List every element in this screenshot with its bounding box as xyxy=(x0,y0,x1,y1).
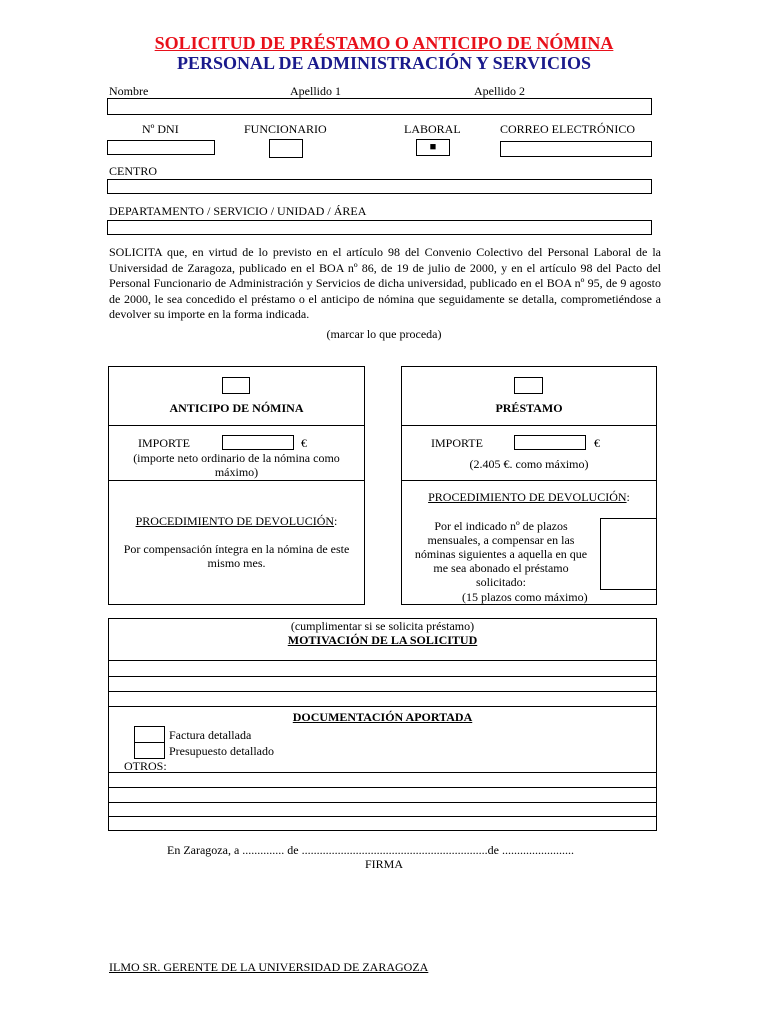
motivacion-line-1[interactable] xyxy=(108,660,657,661)
anticipo-importe-field[interactable] xyxy=(222,435,294,450)
prestamo-proc-line-3: nóminas siguientes a aquella en que xyxy=(414,547,588,561)
anticipo-importe-label: IMPORTE xyxy=(138,436,190,450)
anticipo-currency: € xyxy=(301,436,307,450)
prestamo-note: (2.405 €. como máximo) xyxy=(469,457,589,471)
presupuesto-checkbox[interactable] xyxy=(134,742,165,759)
prestamo-proc-line-2: mensuales, a compensar en las xyxy=(427,533,575,547)
anticipo-note-2: máximo) xyxy=(214,465,259,479)
prestamo-divider-1 xyxy=(401,425,657,426)
fecha-line: En Zaragoza, a .............. de ..............................................................de ........................ xyxy=(167,843,574,857)
prestamo-plazos-note: (15 plazos como máximo) xyxy=(462,590,588,604)
prestamo-proc-heading xyxy=(401,490,657,505)
destinatario: ILMO SR. GERENTE DE LA UNIVERSIDAD DE ZARAGOZA xyxy=(109,960,429,974)
prestamo-proc-line-5: solicitado: xyxy=(476,575,526,589)
anticipo-divider-1 xyxy=(108,425,365,426)
motivacion-line-2[interactable] xyxy=(108,676,657,677)
correo-field[interactable] xyxy=(500,141,652,157)
apellido1-label: Apellido 1 xyxy=(290,84,341,98)
centro-field[interactable] xyxy=(107,179,652,194)
funcionario-checkbox[interactable] xyxy=(269,139,303,158)
presupuesto-label: Presupuesto detallado xyxy=(169,744,274,758)
marcar-note: (marcar lo que proceda) xyxy=(326,327,442,341)
form-subtitle: PERSONAL DE ADMINISTRACIÓN Y SERVICIOS xyxy=(176,53,592,73)
prestamo-plazos-field[interactable] xyxy=(600,518,657,590)
correo-label: CORREO ELECTRÓNICO xyxy=(500,122,635,136)
documentacion-title: DOCUMENTACIÓN APORTADA xyxy=(292,710,473,724)
solicita-paragraph: SOLICITA que, en virtud de lo previsto en el artículo 98 del Convenio Colectivo del Personal Laboral de la Universidad de Zaragoza, publicado en el BOA nº 86, de 19 de julio de 2000, y en el artículo 98 del Pacto del Personal Funcionario de Administración y Servicios de dicha universidad, publicado en el BOA nº 95, de 9 agosto de 2000, le sea concedido el préstamo o el anticipo de nómina que seguidamente se detalla, comprometiéndose a devolver su importe en la forma indicada. xyxy=(109,245,661,321)
laboral-label: LABORAL xyxy=(404,122,461,136)
firma-label: FIRMA xyxy=(364,857,403,871)
anticipo-checkbox[interactable] xyxy=(222,377,250,394)
dni-field[interactable] xyxy=(107,140,215,155)
motivacion-line-3[interactable] xyxy=(108,691,657,692)
motivacion-title: MOTIVACIÓN DE LA SOLICITUD xyxy=(287,633,478,647)
apellido2-label: Apellido 2 xyxy=(474,84,525,98)
centro-label: CENTRO xyxy=(109,164,157,178)
otros-line-2[interactable] xyxy=(108,787,657,788)
prestamo-proc-line-4: me sea abonado el préstamo xyxy=(433,561,569,575)
otros-label: OTROS: xyxy=(124,759,167,773)
funcionario-label: FUNCIONARIO xyxy=(244,122,327,136)
motivacion-note: (cumplimentar si se solicita préstamo) xyxy=(290,619,475,633)
factura-label: Factura detallada xyxy=(169,728,252,742)
otros-line-4[interactable] xyxy=(108,816,657,817)
nombre-label: Nombre xyxy=(109,84,149,98)
laboral-checkbox[interactable]: ■ xyxy=(416,139,450,156)
factura-checkbox[interactable] xyxy=(134,726,165,743)
anticipo-proc-colon: : xyxy=(334,514,338,528)
prestamo-checkbox[interactable] xyxy=(514,377,543,394)
prestamo-proc-colon: : xyxy=(626,490,630,504)
prestamo-proc-line-1: Por el indicado nº de plazos xyxy=(434,519,568,533)
anticipo-proc-text-2: mismo mes. xyxy=(207,556,266,570)
anticipo-proc-heading xyxy=(108,514,365,529)
departamento-field[interactable] xyxy=(107,220,652,235)
otros-line-3[interactable] xyxy=(108,802,657,803)
anticipo-divider-2 xyxy=(108,480,365,481)
nombre-apellidos-field[interactable] xyxy=(107,98,652,115)
prestamo-proc-title: PROCEDIMIENTO DE DEVOLUCIÓN xyxy=(428,490,627,504)
motivacion-line-4 xyxy=(108,706,657,707)
prestamo-divider-2 xyxy=(401,480,657,481)
prestamo-importe-field[interactable] xyxy=(514,435,586,450)
anticipo-note-1: (importe neto ordinario de la nómina como xyxy=(133,451,340,465)
departamento-label: DEPARTAMENTO / SERVICIO / UNIDAD / ÁREA xyxy=(109,204,367,218)
otros-line-1[interactable] xyxy=(108,772,657,773)
prestamo-importe-label: IMPORTE xyxy=(431,436,483,450)
anticipo-proc-title: PROCEDIMIENTO DE DEVOLUCIÓN xyxy=(135,514,335,528)
anticipo-proc-text-1: Por compensación íntegra en la nómina de este xyxy=(123,542,350,556)
dni-label: Nº DNI xyxy=(142,122,179,136)
prestamo-title: PRÉSTAMO xyxy=(495,401,563,415)
form-title: SOLICITUD DE PRÉSTAMO O ANTICIPO DE NÓMINA xyxy=(154,33,614,53)
prestamo-currency: € xyxy=(594,436,600,450)
anticipo-title: ANTICIPO DE NÓMINA xyxy=(169,401,304,415)
